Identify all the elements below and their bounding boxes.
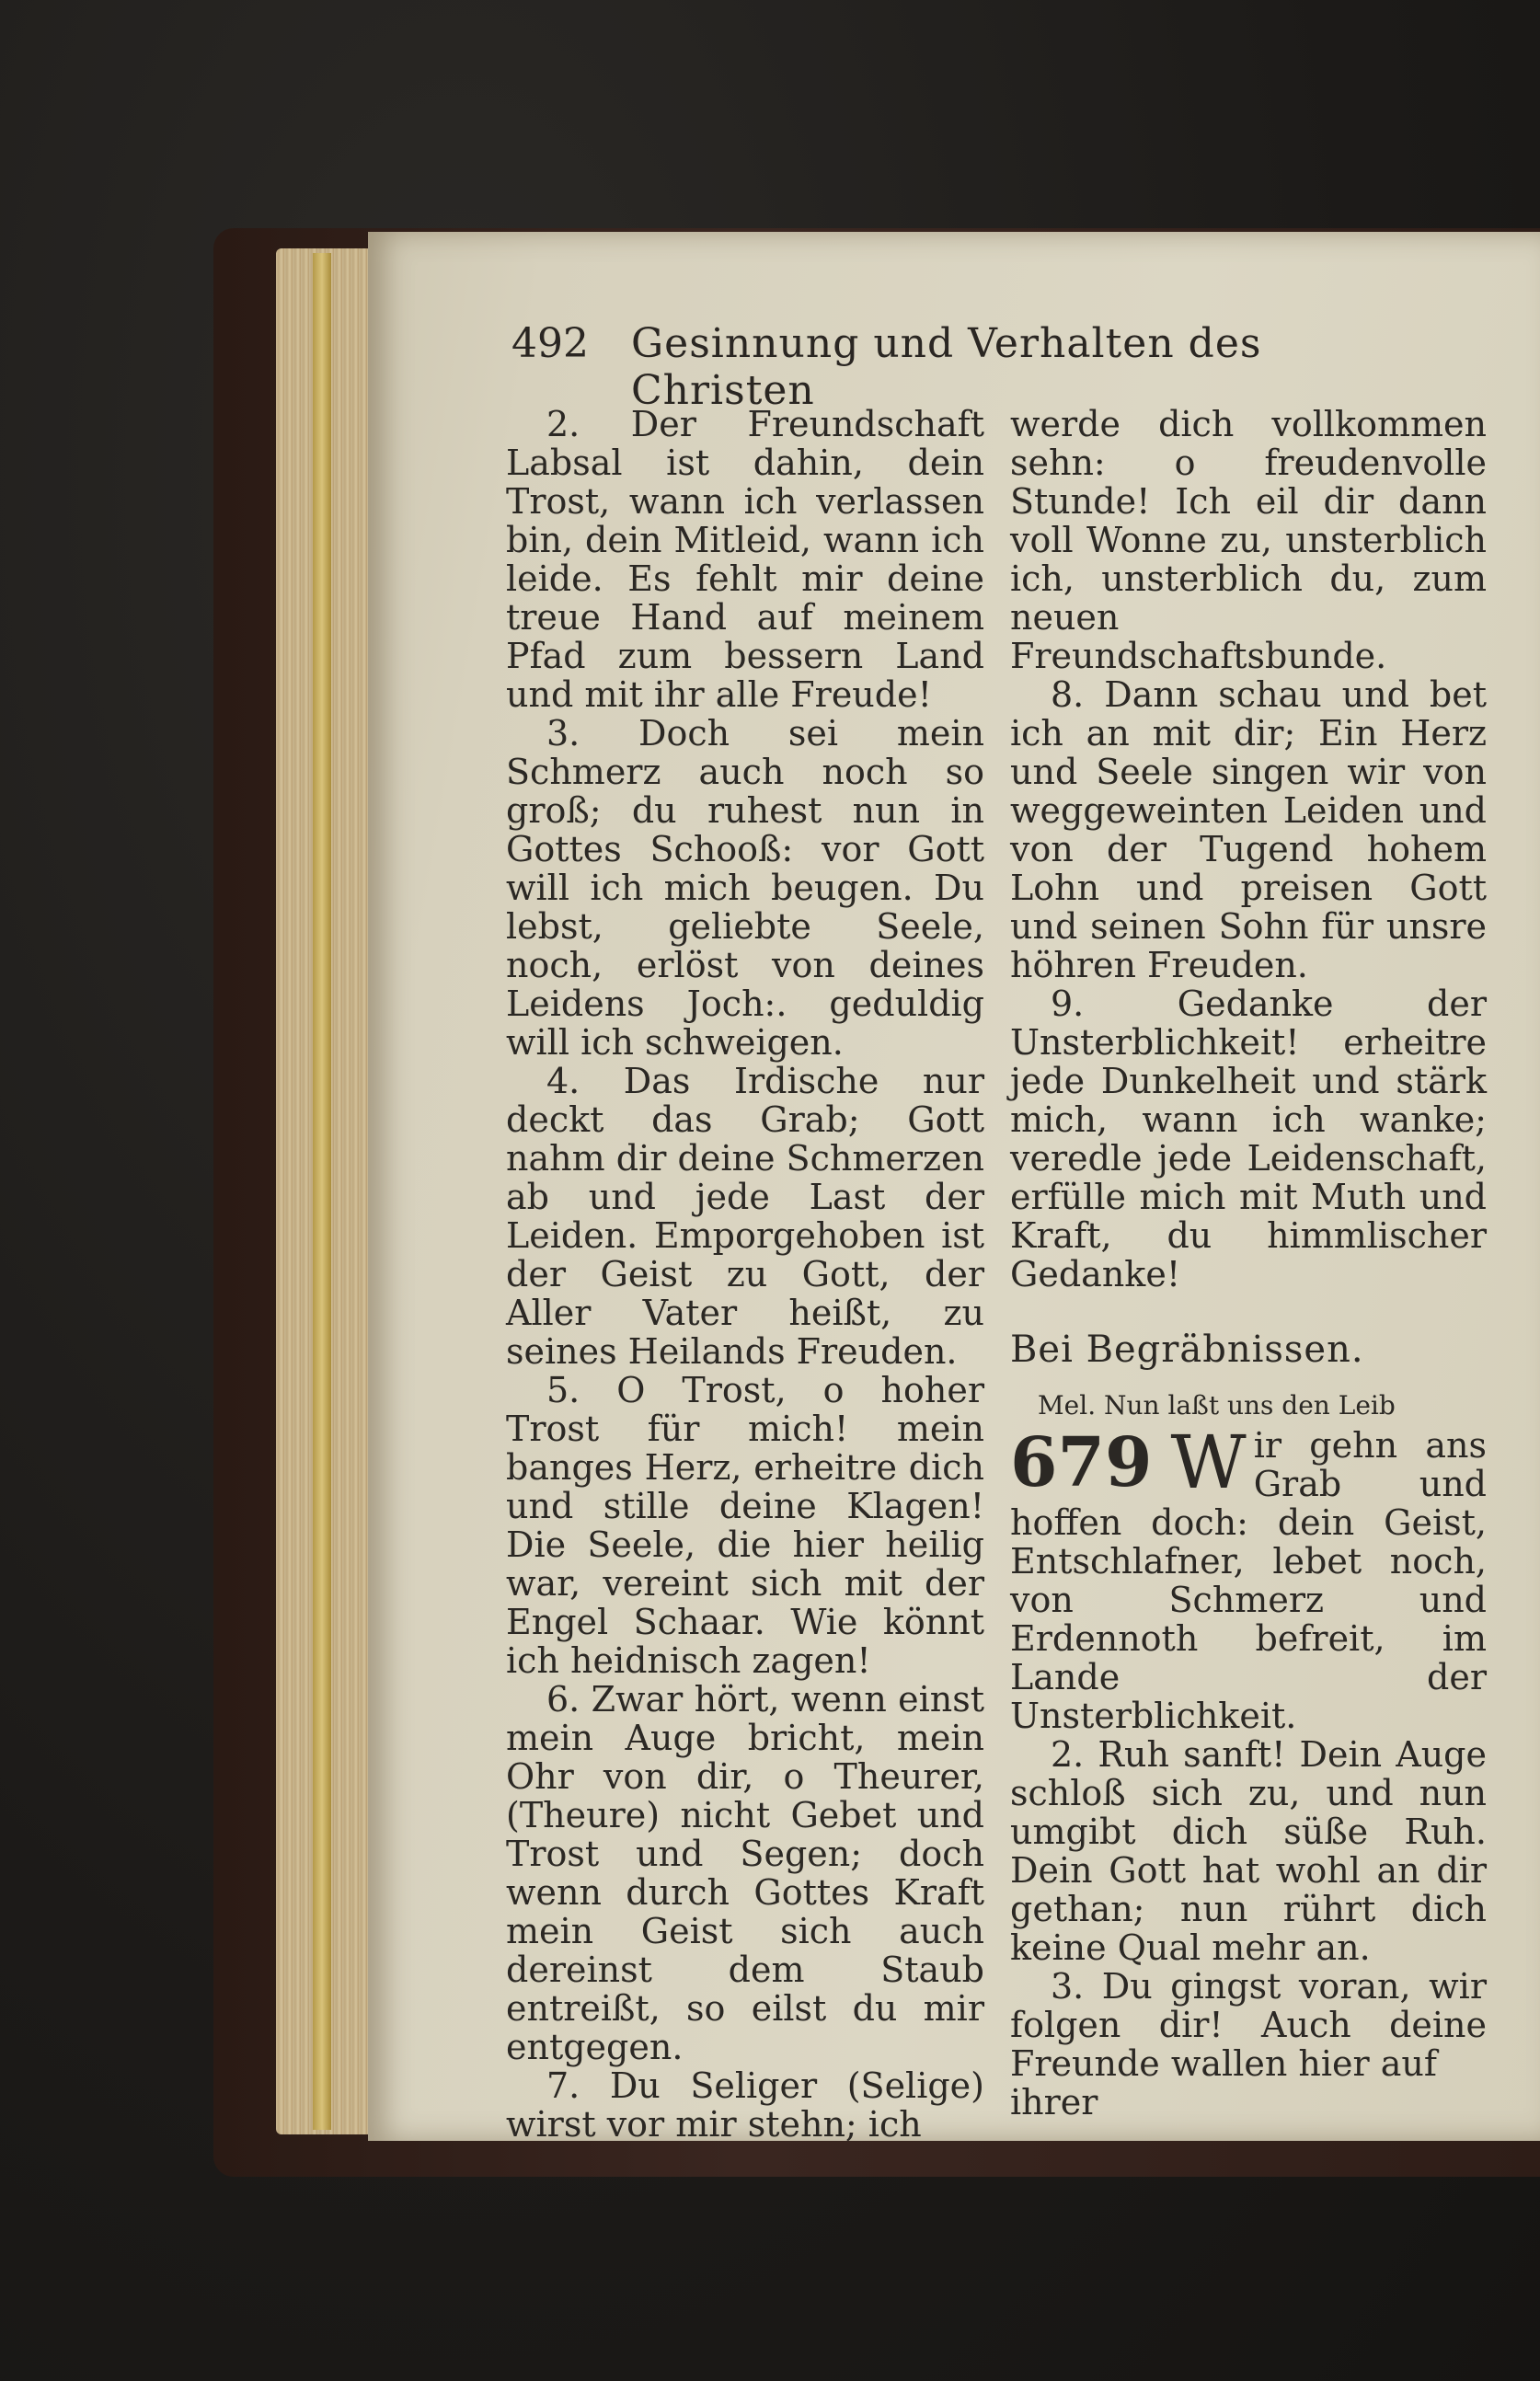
catchword: ihrer	[1010, 2082, 1098, 2122]
stanza: 3. Du gingst voran, wir folgen dir! Auch deine Freunde wallen hier auf	[1010, 1966, 1487, 2084]
running-title: Gesinnung und Verhalten des Christen	[631, 320, 1262, 414]
stanza: 9. Gedanke der Unsterblichkeit! erheitre jede Dunkelheit und stärk mich, wann ich wanke; veredle jede Leidenschaft, erfülle mich mit Muth und Kraft, du himmlischer Gedanke!	[1010, 983, 1487, 1294]
left-column	[506, 405, 984, 2144]
hymn-first-stanza-text: ir gehn ans Grab und hoffen doch: dein Geist, Entschlafner, lebet noch, von Schmerz und Erdennoth befreit, im Lande der Unsterblichkeit.	[1010, 1425, 1487, 1736]
stanza: 4. Das Irdische nur deckt das Grab; Gott nahm dir deine Schmerzen ab und jede Last der Leiden. Emporgehoben ist der Geist zu Gott, der Aller Vater heißt, zu seines Heilands Freuden.	[506, 1061, 984, 1372]
page-header	[511, 320, 1431, 414]
stanza: 7. Du Seliger (Selige) wirst vor mir stehn; ich	[506, 2065, 984, 2145]
hymn-first-stanza	[1010, 1420, 1487, 1736]
stanza: 5. O Trost, o hoher Trost für mich! mein banges Herz, erheitre dich und stille deine Klagen! Die Seele, die hier heilig war, vereint sich mit der Engel Schaar. Wie könnt ich heidnisch zagen!	[506, 1370, 984, 1681]
melody-line: Mel. Nun laßt uns den Leib	[1038, 1390, 1396, 1421]
hymn-number: 679	[1010, 1423, 1153, 1502]
stanza: 6. Zwar hört, wenn einst mein Auge bricht, mein Ohr von dir, o Theurer, (Theure) nicht Gebet und Trost und Segen; doch wenn durch Gottes Kraft mein Geist sich auch dereinst dem Staub entreißt, so eilst du mir entgegen.	[506, 1679, 984, 2067]
section-title: Bei Begräbnissen.	[1010, 1329, 1364, 1371]
drop-cap: W	[1170, 1420, 1247, 1505]
gilt-edge	[313, 253, 331, 2130]
page-number: 492	[511, 320, 589, 367]
stanza: 8. Dann schau und bet ich an mit dir; Ein Herz und Seele singen wir von weggeweinten Leiden und von der Tugend hohem Lohn und preisen Gott und seinen Sohn für unsre höhren Freuden.	[1010, 674, 1487, 985]
right-column	[1010, 405, 1487, 2122]
stanza-continuation: werde dich vollkommen sehn: o freudenvolle Stunde! Ich eil dir dann voll Wonne zu, unsterblich ich, unsterblich du, zum neuen Freundschaftsbunde.	[1010, 404, 1487, 676]
stanza: 3. Doch sei mein Schmerz auch noch so groß; du ruhest nun in Gottes Schooß: vor Gott will ich mich beugen. Du lebst, geliebte Seele, noch, erlöst von deines Leidens Joch:. geduldig will ich schweigen.	[506, 713, 984, 1063]
stanza: 2. Ruh sanft! Dein Auge schloß sich zu, und nun umgibt dich süße Ruh. Dein Gott hat wohl an dir gethan; nun rührt dich keine Qual mehr an.	[1010, 1734, 1487, 1968]
stanza: 2. Der Freundschaft Labsal ist dahin, dein Trost, wann ich verlassen bin, dein Mitleid, wann ich leide. Es fehlt mir deine treue Hand auf meinem Pfad zum bessern Land und mit ihr alle Freude!	[506, 404, 984, 715]
